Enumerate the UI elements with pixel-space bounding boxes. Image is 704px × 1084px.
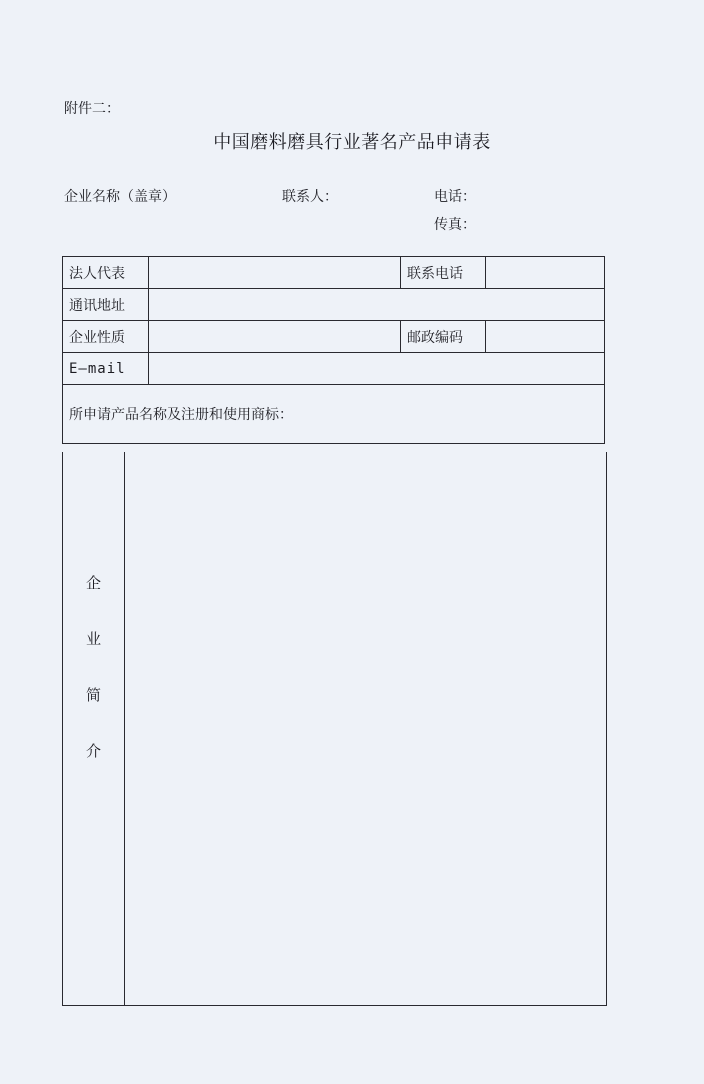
table-row: [63, 353, 605, 385]
intro-divider: [124, 452, 125, 1005]
product-cell[interactable]: [63, 385, 605, 444]
intro-char: 简: [85, 686, 101, 704]
intro-char: 业: [85, 630, 101, 648]
contact-phone-field[interactable]: [486, 257, 605, 289]
page-title: 中国磨料磨具行业著名产品申请表: [213, 132, 491, 153]
company-name-label: 企业名称（盖章）: [64, 189, 176, 205]
table-row: [63, 289, 605, 321]
table-row: [63, 321, 605, 353]
nature-field[interactable]: [149, 321, 401, 353]
company-intro-field[interactable]: [126, 452, 606, 1005]
fax-label: 传真：: [434, 217, 476, 233]
intro-char: 企: [85, 574, 101, 592]
product-label: 所申请产品名称及注册和使用商标：: [69, 407, 293, 423]
attachment-label: 附件二：: [64, 101, 120, 117]
address-field[interactable]: [149, 289, 605, 321]
postcode-field[interactable]: [486, 321, 605, 353]
contact-phone-label: 联系电话: [401, 257, 486, 289]
email-label: E—mail: [63, 353, 149, 385]
company-intro-section: [62, 452, 607, 1006]
address-label: 通讯地址: [63, 289, 149, 321]
application-table: [62, 256, 605, 444]
postcode-label: 邮政编码: [401, 321, 486, 353]
legal-rep-label: 法人代表: [63, 257, 149, 289]
table-row: [63, 385, 605, 444]
legal-rep-field[interactable]: [149, 257, 401, 289]
table-row: [63, 257, 605, 289]
nature-label: 企业性质: [63, 321, 149, 353]
intro-char: 介: [85, 742, 101, 760]
contact-person-label: 联系人：: [282, 189, 338, 205]
email-field[interactable]: [149, 353, 605, 385]
phone-label: 电话：: [434, 189, 476, 205]
